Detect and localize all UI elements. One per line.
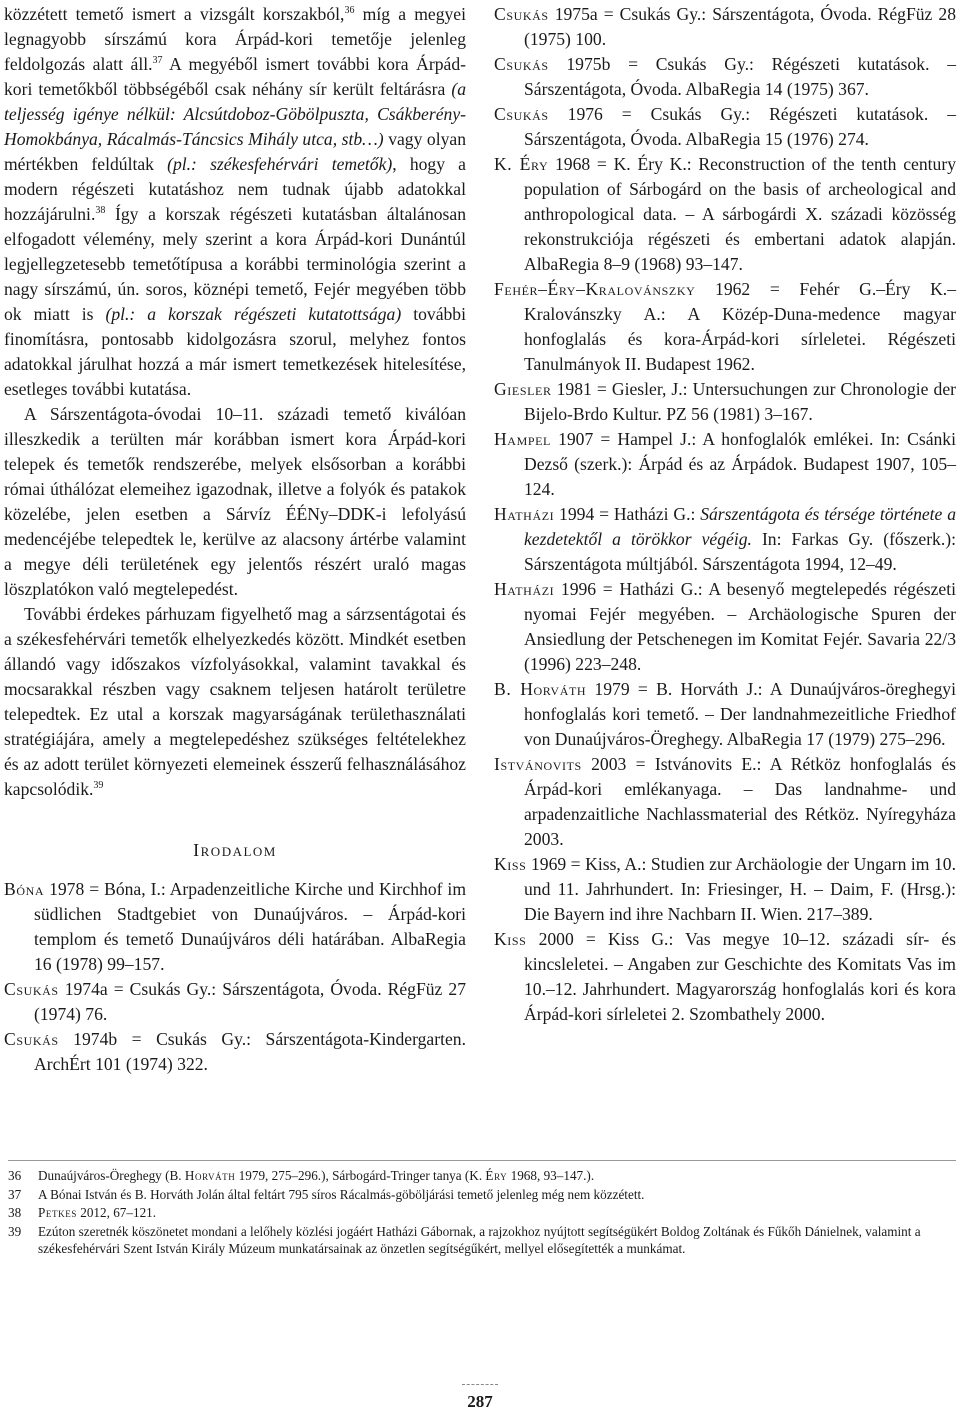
paragraph-1: közzétett temető ismert a vizsgált korszakból,$^{36}$ míg a megyei legnagyobb sírszámú kora Árpád-kori temetője jelenleg feldolgozás alatt áll.$^{37}$ A megyéből ismert további kora Árpád-kori temetőkből többségéből csak néhány sír került feltárásra (a teljesség igénye nélkül: Alcsútdoboz-Göbölpuszta, Csákberény-Homokbánya, Rácalmás-Táncsics Mihály utca, stb…) vagy olyan mértékben feldúltak (pl.: székesfehérvári temetők), hogy a modern régészeti kutatáshoz nem tudnak újabb adatokkal hozzájárulni.$^{38}$ Így a korszak régészeti kutatásban általánosan elfogadott vélemény, mely szerint a kora Árpád-kori Dunántúl legjellegzetesebb temetőtípusa a korábbi terminológia szerint a nagy sírszámú, ún. soros, köznépi temető, Fejér megyében több ok miatt is (pl.: a korszak régészeti kutatottsága) további finomításra, pontosabb kidolgozásra szorul, melyhez fontos adatokkal járulhat hozzá a már ismert temetkezések hitelesítése, esetleges további kutatása. — [4, 4, 466, 399]
paragraph-3: További érdekes párhuzam figyelhető mag a sárzsentágotai és a székesfehérvári temetők elhelyezkedés között. Mindkét esetben állandó vagy időszakos vízfolyásokkal, valamint tavakkal és mocsarakkal részben vagy csaknem teljesen határolt területre telepedtek. Ez utal a korszak magyarságának területhasználati stratégiájára, amely a megtelepedéshez szükséges feltételekhez és az adott terület környezeti elemeinek ésszerű felhasználásához kapcsolódik.$^{39}$ — [4, 604, 466, 799]
reference-entry: Kiss 1969 = Kiss, A.: Studien zur Archäologie der Ungarn im 10. und 11. Jahrhundert. In: Friesinger, H. – Daim, F. (Hrsg.): Die Bayern ind ihre Nachbarn II. Wien. 217–389. — [494, 854, 956, 924]
reference-entry: Csukás 1974a = Csukás Gy.: Sárszentágota, Óvoda. RégFüz 27 (1974) 76. — [4, 979, 466, 1024]
reference-entry: Hatházi 1996 = Hatházi G.: A besenyő megtelepedés régészeti nyomai Fejér megyében. – Archäologische Spuren der Ansiedlung der Petschenegen im Komitat Fejér. Savaria 22/3 (1996) 223–248. — [494, 579, 956, 674]
page-number-rule — [462, 1384, 498, 1385]
left-column — [4, 2, 466, 1077]
footnote-ref-38[interactable]: 38 — [95, 205, 106, 216]
footnotes — [8, 1160, 956, 1259]
footnote-ref-36[interactable]: 36 — [344, 5, 355, 16]
reference-entry: Istvánovits 2003 = Istvánovits E.: A Rétköz honfoglalás és Árpád-kori emlékanyaga. – Das landnahme- und arpadenzaitliche Nachlassmaterial des Rétköz. Nyíregyháza 2003. — [494, 754, 956, 849]
footnote-38: 38 Petkes 2012, 67–121. — [8, 1205, 157, 1220]
page-number: 287 — [467, 1392, 493, 1411]
reference-entry: K. Éry 1968 = K. Éry K.: Reconstruction of the tenth century population of Sárbogárd on the basis of archeological and anthropological data. – A sárbogárdi X. századi közösség rekonstrukciója régészeti és embertani adatok alapján. AlbaRegia 8–9 (1968) 93–147. — [494, 154, 956, 274]
reference-entry: Csukás 1974b = Csukás Gy.: Sárszentágota-Kindergarten. ArchÉrt 101 (1974) 322. — [4, 1029, 466, 1074]
reference-entry: B. Horváth 1979 = B. Horváth J.: A Dunaújváros-öreghegyi honfoglalás kori temető. – Der landnahmezeitliche Friedhof von Dunaújváros-Öreghegy. AlbaRegia 17 (1979) 275–296. — [494, 679, 956, 749]
reference-entry: Hampel 1907 = Hampel J.: A honfoglalók emlékei. In: Csánki Dezső (szerk.): Árpád és az Árpádok. Budapest 1907, 105–124. — [494, 429, 956, 499]
footnote-ref-39[interactable]: 39 — [93, 780, 104, 791]
paragraph-2: A Sárszentágota-óvodai 10–11. századi temető kiválóan illeszkedik a terülten már korábban ismert kora Árpád-kori telepek és temetők rendszerébe, melyek elsősorban a korábbi római úthálózat elemeihez igazodnak, illetve a folyók és patakok közelébe, jelen esetben a Sárvíz ÉÉNy–DDK-i lefolyású medencéjébe telepedtek le, kerülve az alacsony ártérbe valamint a megye déli területének egy jelentős részért uraló magas löszplatókon való megtelepedést. — [4, 404, 466, 599]
footnote-39: 39 Ezúton szeretnék köszönetet mondani a lelőhely közlési jogáért Hatházi Gábornak, a rajzokhoz nyújtott segítségükért Boldog Zoltának és Fűkőh Dánielnek, valamint a székesfehérvári Szent István Király Múzeum munkatársainak az önzetlen segítségűkért, mellyel elősegítették a munkámat. — [8, 1223, 921, 1256]
footnote-36: 36 Dunaújváros-Öreghegy (B. Horváth 1979, 275–296.), Sárbogárd-Tringer tanya (K. Éry 1968, 93–147.). — [8, 1168, 595, 1183]
reference-entry: Csukás 1975a = Csukás Gy.: Sárszentágota, Óvoda. RégFüz 28 (1975) 100. — [494, 4, 956, 49]
footnote-ref-37[interactable]: 37 — [152, 55, 163, 66]
right-column — [494, 2, 956, 1027]
reference-entry: Fehér–Éry–Kralovánszky 1962 = Fehér G.–Éry K.–Kralovánszky A.: A Közép-Duna-medence magyar honfoglalás és kora-Árpád-kori sírleletei. Régészeti Tanulmányok II. Budapest 1962. — [494, 279, 956, 374]
reference-entry: Kiss 2000 = Kiss G.: Vas megye 10–12. századi sír- és kincsleletei. – Angaben zur Geschichte des Komitats Vas im 10.–12. Jahrhundert. Magyarország honfoglalás kori és kora Árpád-kori sírleletei 2. Szombathely 2000. — [494, 929, 956, 1024]
reference-entry: Csukás 1975b = Csukás Gy.: Régészeti kutatások. – Sárszentágota, Óvoda. AlbaRegia 14 (1975) 367. — [494, 54, 956, 99]
reference-entry: Hatházi 1994 = Hatházi G.: Sárszentágota és térsége története a kezdetektől a törökkor végéig. In: Farkas Gy. (főszerk.): Sárszentágota múltjából. Sárszentágota 1994, 12–49. — [494, 504, 956, 574]
reference-entry: Csukás 1976 = Csukás Gy.: Régészeti kutatások. – Sárszentágota, Óvoda. AlbaRegia 15 (1976) 274. — [494, 104, 956, 149]
bibliography-heading: Irodalom — [193, 840, 277, 860]
footnote-37: 37 A Bónai István és B. Horváth Jolán által feltárt 795 síros Rácalmás-göböljárási temető jelenleg még nem közzétett. — [8, 1186, 645, 1202]
reference-entry: Giesler 1981 = Giesler, J.: Untersuchungen zur Chronologie der Bijelo-Brdo Kultur. PZ 56 (1981) 3–167. — [494, 379, 956, 424]
reference-entry: Bóna 1978 = Bóna, I.: Arpadenzeitliche Kirche und Kirchhof im südlichen Stadtgebiet von Dunaújváros. – Árpád-kori templom és temető Dunaújváros déli határában. AlbaRegia 16 (1978) 99–157. — [4, 879, 466, 974]
